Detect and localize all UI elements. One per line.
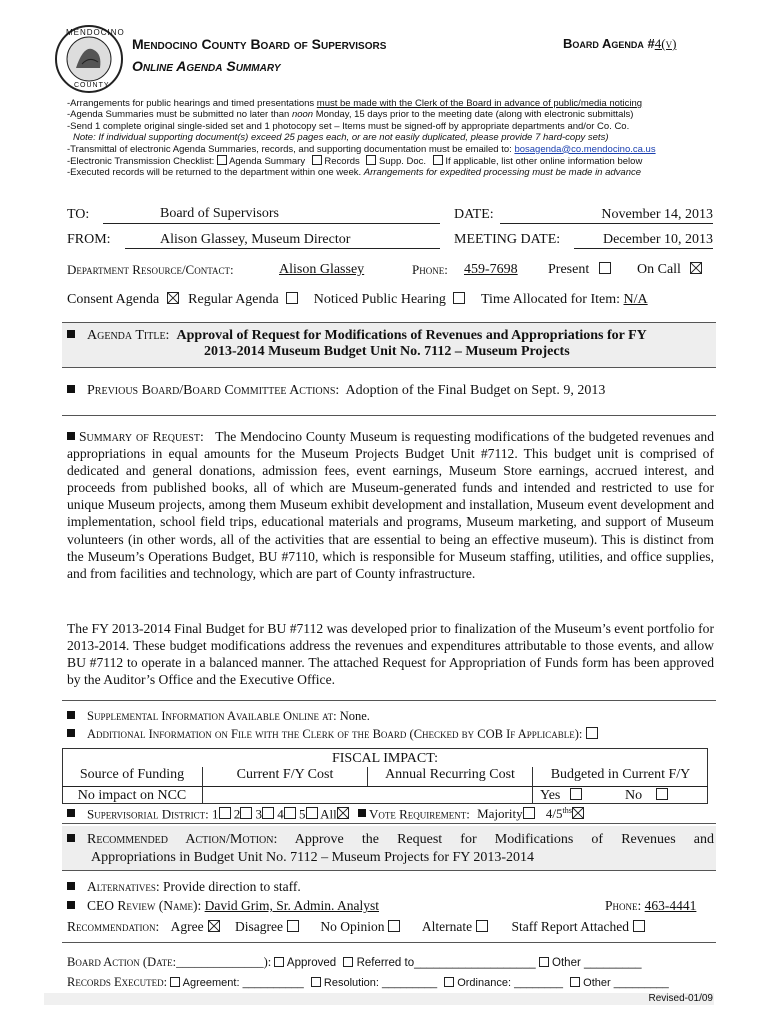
from-label: FROM: <box>67 232 111 247</box>
consent-agenda-checkbox[interactable] <box>167 292 179 304</box>
revised-date: Revised-01/09 <box>648 993 713 1004</box>
bullet-icon <box>67 809 75 817</box>
instruction-line-5: -Transmittal of electronic Agenda Summaries, records, and supporting documentation must be emailed to: bosagenda@co.mendocino.ca.us <box>67 143 656 155</box>
bullet-icon <box>67 729 75 737</box>
ceo-review-value[interactable]: David Grim, Sr. Admin. Analyst <box>204 898 379 913</box>
agenda-title <box>67 328 715 360</box>
records-other-checkbox[interactable] <box>570 977 580 987</box>
instruction-line-3: -Send 1 complete original single-sided set and 1 photocopy set – Items must be signed-off by appropriate departments and/or Co. Co. <box>67 120 630 132</box>
bullet-icon <box>358 809 366 817</box>
district-5-checkbox[interactable] <box>306 807 318 819</box>
recommendation-row: Recommendation: Agree Disagree No Opinion Alternate Staff Report Attached <box>67 919 645 935</box>
email-link[interactable]: bosagenda@co.mendocino.ca.us <box>514 143 656 155</box>
checklist-line: -Electronic Transmission Checklist: Agenda Summary Records Supp. Doc. If applicable, list other online information below <box>67 156 643 168</box>
additional-info-checkbox[interactable] <box>586 727 598 739</box>
instruction-line-1: -Arrangements for public hearings and timed presentations must be made with the Clerk of the Board in advance of public/media noticing <box>67 98 643 109</box>
recommendation-label: Recommendation: <box>67 919 160 934</box>
records-executed-label: Records Executed: <box>67 975 168 989</box>
regular-agenda-checkbox[interactable] <box>286 292 298 304</box>
board-other-checkbox[interactable] <box>539 957 549 967</box>
no-opinion-checkbox[interactable] <box>388 920 400 932</box>
records-executed: Records Executed: Agreement: __________ Resolution: _________ Ordinance: ________ Other _________ <box>67 975 669 989</box>
agenda-title-label: Agenda Title: <box>87 328 170 343</box>
previous-actions-value: Adoption of the Final Budget on Sept. 9, 2013 <box>345 383 606 398</box>
instructions <box>67 98 717 179</box>
previous-actions-label: Previous Board/Board Committee Actions: <box>87 383 340 398</box>
meeting-date-label: MEETING DATE: <box>454 232 561 247</box>
alternate-checkbox[interactable] <box>476 920 488 932</box>
ceo-review-label: CEO Review (Name): <box>87 898 202 913</box>
fiscal-header-source: Source of Funding <box>79 767 185 782</box>
resolution-checkbox[interactable] <box>311 977 321 987</box>
other-online-checkbox[interactable] <box>433 155 443 165</box>
meeting-date-underline <box>574 248 713 249</box>
bullet-icon <box>67 385 75 393</box>
from-underline <box>125 248 440 249</box>
seal-text-bottom: COUNTY <box>74 82 110 89</box>
recommended-action: Recommended Action/Motion: Approve the Request for Modifications of Revenues and Appropriations in Budget Unit No. 7112 – Museum Projects for FY 2013-2014 <box>67 831 714 866</box>
ceo-phone-value[interactable]: 463-4441 <box>644 898 697 913</box>
on-call-checkbox[interactable] <box>690 262 702 274</box>
fiscal-header-divider <box>62 786 708 787</box>
ceo-review <box>67 898 379 914</box>
district-1-checkbox[interactable] <box>219 807 231 819</box>
section-divider <box>62 415 716 416</box>
board-action: Board Action (Date:______________): Approved Referred to___________________ Other _________ <box>67 955 642 969</box>
budgeted-yes-checkbox[interactable] <box>570 788 582 800</box>
bullet-icon <box>67 432 75 440</box>
date-value[interactable]: November 14, 2013 <box>601 207 713 222</box>
bullet-icon <box>67 834 75 842</box>
vote-requirement-label: Vote Requirement: <box>368 806 470 822</box>
board-agenda-number: 4(v) <box>654 36 677 51</box>
instruction-line-2: -Agenda Summaries must be submitted no later than noon Monday, 15 days prior to the meeting date (along with electronic submittals) <box>67 109 634 121</box>
bullet-icon <box>67 330 75 338</box>
seal-text-top: MENDOCINO <box>66 28 125 37</box>
to-value[interactable]: Board of Supervisors <box>160 206 279 221</box>
referred-checkbox[interactable] <box>343 957 353 967</box>
district-4-checkbox[interactable] <box>284 807 296 819</box>
instruction-line-4: Note: If individual supporting document(s) exceed 25 pages each, or are not easily duplicated, please provide 7 hard-copy sets) <box>73 132 609 144</box>
fiscal-source-value[interactable]: No impact on NCC <box>77 788 187 803</box>
supplemental-info <box>67 709 370 724</box>
previous-actions <box>67 383 605 399</box>
majority-checkbox[interactable] <box>523 807 535 819</box>
contact-label: Department Resource/Contact: <box>67 262 234 277</box>
ceo-phone-label: Phone: <box>605 898 642 913</box>
additional-info <box>67 727 598 742</box>
section-divider <box>62 700 716 701</box>
meeting-date-value[interactable]: December 10, 2013 <box>602 232 713 247</box>
present-checkbox[interactable] <box>599 262 611 274</box>
from-value[interactable]: Alison Glassey, Museum Director <box>160 232 351 247</box>
staff-report-checkbox[interactable] <box>633 920 645 932</box>
county-seal <box>54 24 124 94</box>
alternatives <box>67 879 301 895</box>
fiscal-header-current-cost: Current F/Y Cost <box>236 767 334 782</box>
executed-note: -Executed records will be returned to the department within one week. Arrangements for expedited processing must be made in advance <box>67 167 642 179</box>
agenda-title-line1: Approval of Request for Modifications of Revenues and Appropriations for FY <box>176 328 647 343</box>
consent-agenda-label: Consent Agenda <box>67 292 160 307</box>
budgeted-no-checkbox[interactable] <box>656 788 668 800</box>
phone-label: Phone: <box>412 262 448 277</box>
bullet-icon <box>67 882 75 890</box>
budgeted-yes: Yes <box>540 788 582 804</box>
section-divider <box>62 942 716 943</box>
contact-value[interactable]: Alison Glassey <box>279 262 365 277</box>
time-allocated-value[interactable]: N/A <box>623 292 648 307</box>
noticed-hearing-label: Noticed Public Hearing <box>313 292 446 307</box>
alternatives-label: Alternatives: <box>87 879 160 894</box>
summary-paragraph-1: Summary of Request: The Mendocino County Museum is requesting modifications of the budgeted revenues and appropriations in equal amounts for the Museum Projects Budget Unit #7112. This budget unit is comprised of dedicated and general donations, admission fees, event earnings, Museum Store earnings, accrued interest, and proceeds from published books, all of which are Museum-generated funds and intended and restricted to use for unique Museum projects, among them Museum exhibit development and installation, Museum event development and implementation, school field trips, educational materials and programs, Museum marketing, and support of Museum volunteers (in other words, all of the activities that are essential to being an effective museum). This is distinct from the Museum’s Operations Budget, BU #7110, which is responsible for Museum staffing, utilities, and office supplies, and from facilities and technology, which are part of County infrastructure. <box>67 429 715 581</box>
disagree-checkbox[interactable] <box>287 920 299 932</box>
supplemental-value: None. <box>339 709 370 723</box>
regular-agenda-label: Regular Agenda <box>188 292 279 307</box>
alternatives-value: Provide direction to staff. <box>163 879 301 894</box>
board-agenda-label: Board Agenda # <box>563 36 655 51</box>
supp-doc-checkbox[interactable] <box>366 155 376 165</box>
agenda-summary-checkbox[interactable] <box>217 155 227 165</box>
fiscal-header-budgeted: Budgeted in Current F/Y <box>550 767 691 782</box>
board-action-label: Board Action (Date: <box>67 955 177 969</box>
to-underline <box>103 223 440 224</box>
district-all-checkbox[interactable] <box>337 807 349 819</box>
approved-checkbox[interactable] <box>274 957 284 967</box>
phone-value[interactable]: 459-7698 <box>464 262 518 277</box>
agenda-type-row <box>67 292 648 308</box>
header-title: Mendocino County Board of Supervisors <box>132 36 387 52</box>
records-checkbox[interactable] <box>312 155 322 165</box>
date-underline <box>500 223 713 224</box>
supplemental-label: Supplemental Information Available Online at: <box>87 709 337 723</box>
ordinance-checkbox[interactable] <box>444 977 454 987</box>
agreement-checkbox[interactable] <box>170 977 180 987</box>
section-divider <box>62 823 716 824</box>
fiscal-title: FISCAL IMPACT: <box>331 751 439 766</box>
district-3-checkbox[interactable] <box>262 807 274 819</box>
time-allocated-label: Time Allocated for Item: <box>480 292 621 307</box>
district-label: Supervisorial District: <box>87 806 209 822</box>
on-call-label: On Call <box>637 262 681 277</box>
bullet-icon <box>67 901 75 909</box>
header-subtitle: Online Agenda Summary <box>132 58 281 74</box>
board-agenda <box>563 36 684 52</box>
noticed-hearing-checkbox[interactable] <box>453 292 465 304</box>
summary-paragraph-2: The FY 2013-2014 Final Budget for BU #7112 was developed prior to finalization of the Museum’s event portfolio for 2013-2014. These budget modifications address the revenues and expenditures attributable to those events, and allow BU #7112 to operate in a balanced manner. The attached Request for Appropriation of Funds form has been approved by the Auditor’s Office and the Executive Office. <box>67 621 714 688</box>
fiscal-header-annual-cost: Annual Recurring Cost <box>385 767 515 782</box>
present-label: Present <box>548 262 590 277</box>
bullet-icon <box>67 711 75 719</box>
summary-label: Summary of Request: <box>79 429 204 444</box>
district-2-checkbox[interactable] <box>240 807 252 819</box>
present-option <box>548 262 611 278</box>
date-label: DATE: <box>454 207 494 222</box>
recommended-label: Recommended Action/Motion: <box>87 832 278 847</box>
four-fifths-checkbox[interactable] <box>572 807 584 819</box>
agenda-title-line2: 2013-2014 Museum Budget Unit No. 7112 – Museum Projects <box>204 344 570 359</box>
district-row: Supervisorial District: 1 2 3 4 5 All Vote Requirement: Majority $4/5^{ths}$ <box>67 806 584 822</box>
ceo-phone <box>605 898 696 914</box>
on-call-option <box>637 262 702 278</box>
to-label: TO: <box>67 207 90 222</box>
additional-label: Additional Information on File with the Clerk of the Board (Checked by COB If Applicable): <box>87 727 583 741</box>
agree-checkbox[interactable] <box>208 920 220 932</box>
budgeted-no: No <box>625 788 668 804</box>
